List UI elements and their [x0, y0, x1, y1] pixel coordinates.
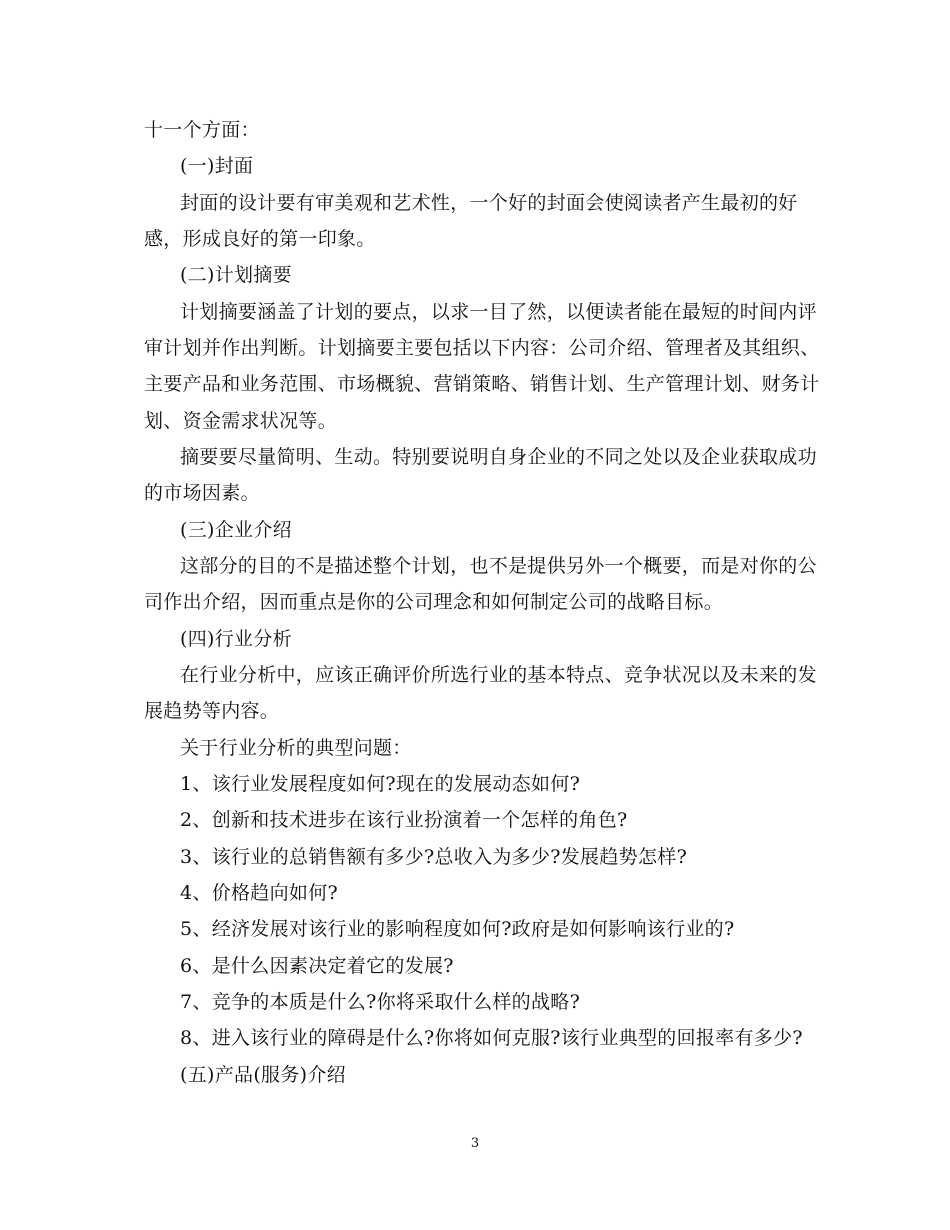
section-heading: (一)封面	[180, 155, 254, 177]
list-item: 6、是什么因素决定着它的发展?	[180, 955, 454, 977]
text-line: 在行业分析中，应该正确评价所选行业的基本特点、竞争状况以及未来的发	[180, 664, 817, 686]
text-line: 主要产品和业务范围、市场概貌、营销策略、销售计划、生产管理计划、财务计	[144, 373, 820, 395]
text-line: 计划摘要涵盖了计划的要点，以求一目了然，以便读者能在最短的时间内评	[180, 301, 817, 323]
text-line: 的市场因素。	[144, 482, 260, 504]
text-line: 展趋势等内容。	[144, 700, 280, 722]
text-line: 封面的设计要有审美观和艺术性，一个好的封面会使阅读者产生最初的好	[180, 192, 798, 214]
text-line: 这部分的目的不是描述整个计划，也不是提供另外一个概要，而是对你的公	[180, 555, 817, 577]
list-item: 5、经济发展对该行业的影响程度如何?政府是如何影响该行业的?	[180, 918, 735, 940]
text-line: 审计划并作出判断。计划摘要主要包括以下内容：公司介绍、管理者及其组织、	[144, 337, 820, 359]
list-item: 4、价格趋向如何?	[180, 882, 338, 904]
text-line: 司作出介绍，因而重点是你的公司理念和如何制定公司的战略目标。	[144, 591, 724, 613]
list-item: 2、创新和技术进步在该行业扮演着一个怎样的角色?	[180, 809, 628, 831]
page-number: 3	[470, 1136, 480, 1151]
section-heading: (二)计划摘要	[180, 264, 292, 286]
list-item: 1、该行业发展程度如何?现在的发展动态如何?	[180, 773, 581, 795]
list-item: 3、该行业的总销售额有多少?总收入为多少?发展趋势怎样?	[180, 846, 688, 868]
text-line: 感，形成良好的第一印象。	[144, 228, 376, 250]
list-item: 8、进入该行业的障碍是什么?你将如何克服?该行业典型的回报率有多少?	[180, 1027, 803, 1049]
text-line: 划、资金需求状况等。	[144, 410, 338, 432]
list-item: 7、竞争的本质是什么?你将采取什么样的战略?	[180, 991, 581, 1013]
section-heading: (三)企业介绍	[180, 519, 292, 541]
section-heading: (五)产品(服务)介绍	[180, 1064, 346, 1086]
section-heading: (四)行业分析	[180, 628, 292, 650]
text-line: 摘要要尽量简明、生动。特别要说明自身企业的不同之处以及企业获取成功	[180, 446, 817, 468]
text-line: 关于行业分析的典型问题：	[180, 737, 412, 759]
text-line: 十一个方面：	[144, 119, 260, 141]
